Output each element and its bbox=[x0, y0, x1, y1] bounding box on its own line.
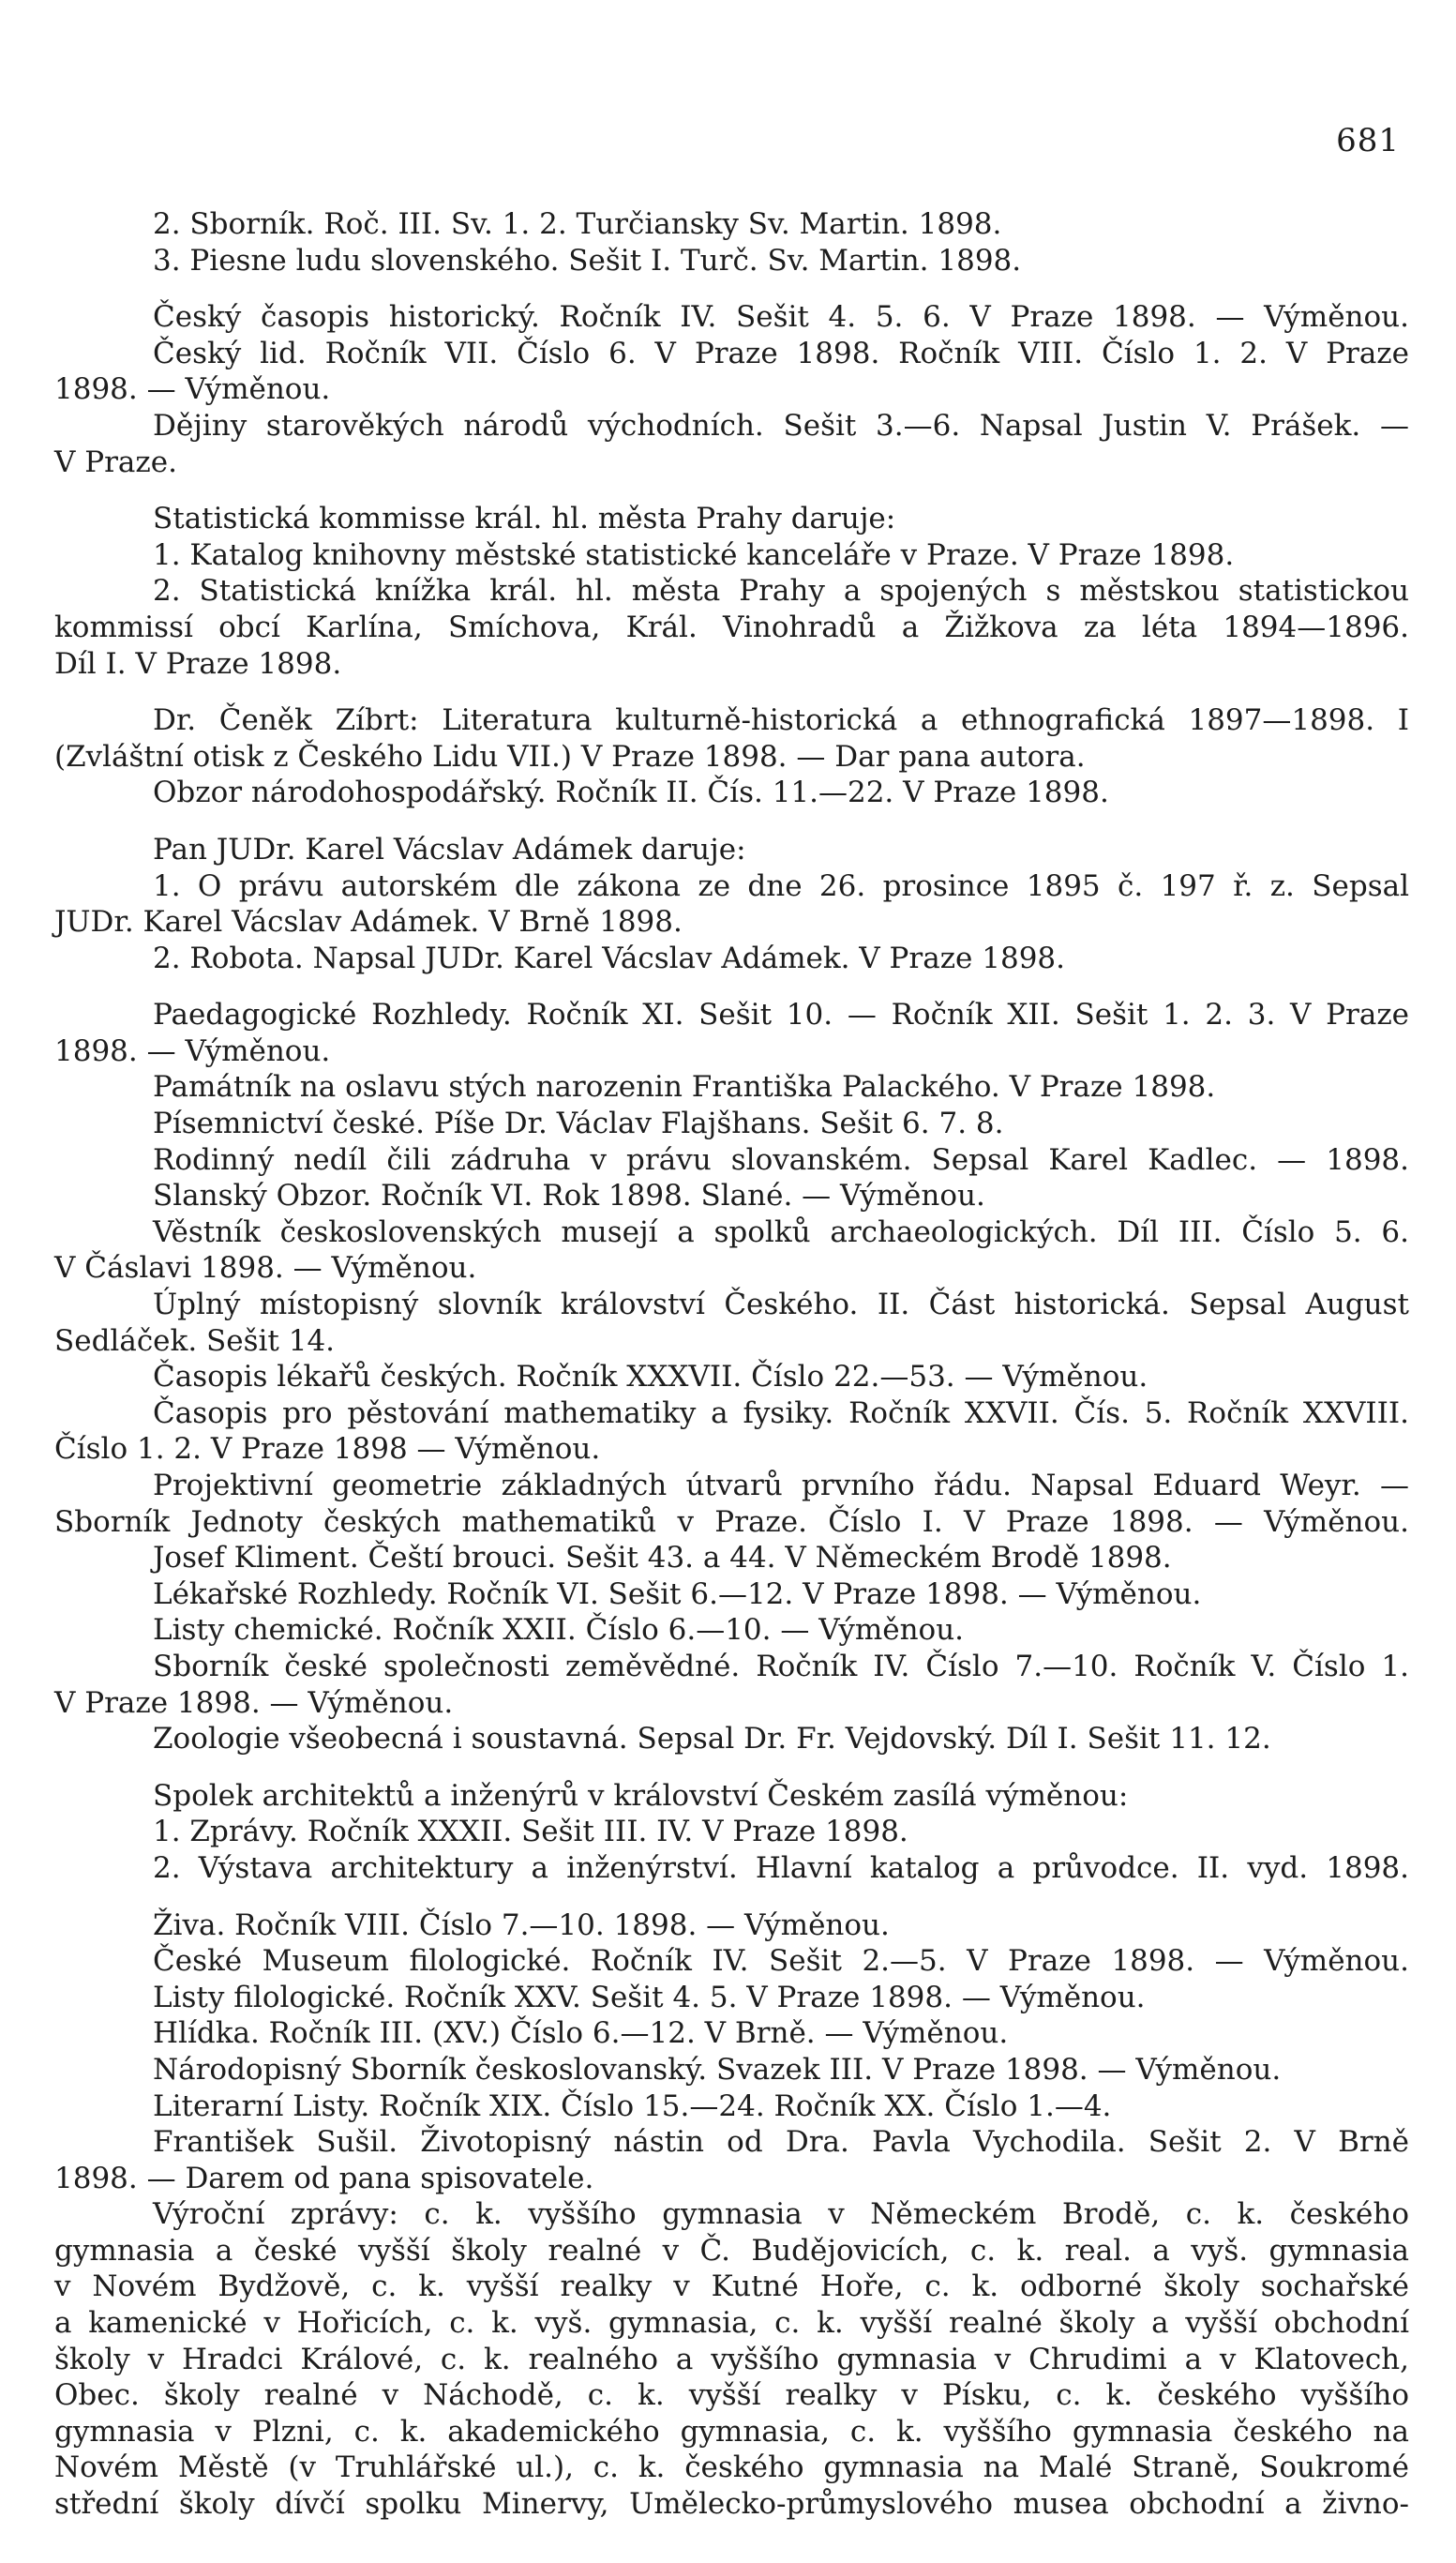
text-line: Slanský Obzor. Ročník VI. Rok 1898. Slané. — Výměnou. bbox=[153, 1179, 985, 1214]
text-line: 2. Statistická knížka král. hl. města Prahy a spojených s městskou statistickou bbox=[153, 574, 1409, 609]
text-line: 1. Katalog knihovny městské statistické kanceláře v Praze. V Praze 1898. bbox=[153, 537, 1235, 572]
text-line: Živa. Ročník VIII. Číslo 7.—10. 1898. — Výměnou. bbox=[153, 1907, 890, 1942]
text-line: kommissí obcí Karlína, Smíchova, Král. Vinohradů a Žižkova za léta 1894—1896. bbox=[54, 610, 1409, 644]
text-line: (Zvláštní otisk z Českého Lidu VII.) V Praze 1898. — Dar pana autora. bbox=[54, 739, 1086, 774]
page-body bbox=[54, 206, 1409, 2523]
text-line: JUDr. Karel Vácslav Adámek. V Brně 1898. bbox=[54, 905, 683, 940]
paragraph-gap bbox=[54, 1757, 1409, 1778]
text-line: Literarní Listy. Ročník XIX. Číslo 15.—24. Ročník XX. Číslo 1.—4. bbox=[153, 2088, 1112, 2123]
text-line: 2. Výstava architektury a inženýrství. Hlavní katalog a průvodce. II. vyd. 1898. bbox=[153, 1850, 1409, 1885]
text-line: 1898. — Darem od pana spisovatele. bbox=[54, 2161, 594, 2195]
text-line: Novém Městě (v Truhlářské ul.), c. k. českého gymnasia na Malé Straně, Soukromé bbox=[54, 2450, 1409, 2485]
text-line: Úplný místopisný slovník království Českého. II. Část historická. Sepsal August bbox=[153, 1288, 1409, 1322]
text-line: Pan JUDr. Karel Vácslav Adámek daruje: bbox=[153, 832, 746, 867]
text-line: V Praze 1898. — Výměnou. bbox=[54, 1685, 454, 1720]
paragraph-gap bbox=[54, 811, 1409, 832]
text-line: Sborník Jednoty českých mathematiků v Praze. Číslo I. V Praze 1898. — Výměnou. bbox=[54, 1504, 1409, 1539]
text-line: Sborník české společnosti zeměvědné. Ročník IV. Číslo 7.—10. Ročník V. Číslo 1. bbox=[153, 1649, 1409, 1683]
text-line: Obec. školy realné v Náchodě, c. k. vyšší realky v Písku, c. k. českého vyššího bbox=[54, 2378, 1409, 2413]
text-line: Číslo 1. 2. V Praze 1898 — Výměnou. bbox=[54, 1432, 601, 1467]
text-line: 1. Zprávy. Ročník XXXII. Sešit III. IV. V Praze 1898. bbox=[153, 1815, 908, 1849]
text-line: gymnasia v Plzni, c. k. akademického gymnasia, c. k. vyššího gymnasia českého na bbox=[54, 2414, 1409, 2449]
text-line: 1898. — Výměnou. bbox=[54, 1033, 331, 1068]
text-line: 1. O právu autorském dle zákona ze dne 26. prosince 1895 č. 197 ř. z. Sepsal bbox=[153, 868, 1409, 903]
text-line: Josef Kliment. Čeští brouci. Sešit 43. a 44. V Německém Brodě 1898. bbox=[153, 1541, 1172, 1575]
text-line: Národopisný Sborník českoslovanský. Svazek III. V Praze 1898. — Výměnou. bbox=[153, 2052, 1282, 2087]
text-line: gymnasia a české vyšší školy realné v Č. Budějovicích, c. k. real. a vyš. gymnasia bbox=[54, 2233, 1409, 2268]
paragraph-gap bbox=[54, 1887, 1409, 1907]
text-line: Zoologie všeobecná i soustavná. Sepsal Dr. Fr. Vejdovský. Díl I. Sešit 11. 12. bbox=[153, 1722, 1271, 1756]
paragraph-gap bbox=[54, 480, 1409, 501]
text-line: Spolek architektů a inženýrů v království Českém zasílá výměnou: bbox=[153, 1778, 1129, 1813]
text-line: Český lid. Ročník VII. Číslo 6. V Praze 1898. Ročník VIII. Číslo 1. 2. V Praze bbox=[153, 336, 1409, 370]
text-line: školy v Hradci Králové, c. k. realného a vyššího gymnasia v Chrudimi a v Klatovech, bbox=[54, 2342, 1409, 2376]
text-line: Listy chemické. Ročník XXII. Číslo 6.—10. — Výměnou. bbox=[153, 1613, 965, 1648]
text-line: Statistická kommisse král. hl. města Prahy daruje: bbox=[153, 502, 896, 536]
text-line: v Novém Bydžově, c. k. vyšší realky v Kutné Hoře, c. k. odborné školy sochařské bbox=[54, 2269, 1409, 2304]
text-line: Dějiny starověkých národů východních. Sešit 3.—6. Napsal Justin V. Prášek. — bbox=[153, 408, 1409, 443]
text-line: Díl I. V Praze 1898. bbox=[54, 646, 342, 681]
text-line: Lékařské Rozhledy. Ročník VI. Sešit 6.—12. V Praze 1898. — Výměnou. bbox=[153, 1576, 1202, 1611]
text-line: V Praze. bbox=[54, 445, 177, 479]
text-line: Památník na oslavu stých narozenin Františka Palackého. V Praze 1898. bbox=[153, 1070, 1216, 1105]
text-line: V Čáslavi 1898. — Výměnou. bbox=[54, 1251, 477, 1286]
text-line: Časopis lékařů českých. Ročník XXXVII. Číslo 22.—53. — Výměnou. bbox=[153, 1360, 1148, 1395]
text-line: Projektivní geometrie základných útvarů prvního řádu. Napsal Eduard Weyr. — bbox=[153, 1469, 1409, 1502]
text-line: Časopis pro pěstování mathematiky a fysiky. Ročník XXVII. Čís. 5. Ročník XXVIII. bbox=[153, 1395, 1409, 1430]
text-line: 2. Sborník. Roč. III. Sv. 1. 2. Turčiansky Sv. Martin. 1898. bbox=[153, 207, 1002, 241]
text-line: Hlídka. Ročník III. (XV.) Číslo 6.—12. V Brně. — Výměnou. bbox=[153, 2016, 1009, 2051]
text-line: 3. Piesne ludu slovenského. Sešit I. Turč. Sv. Martin. 1898. bbox=[153, 243, 1022, 278]
text-line: a kamenické v Hořicích, c. k. vyš. gymnasia, c. k. vyšší realné školy a vyšší obchodní bbox=[54, 2306, 1409, 2341]
text-line: Věstník československých musejí a spolků archaeologických. Díl III. Číslo 5. 6. bbox=[153, 1214, 1409, 1249]
text-line: Listy filologické. Ročník XXV. Sešit 4. 5. V Praze 1898. — Výměnou. bbox=[153, 1980, 1146, 2014]
text-line: 2. Robota. Napsal JUDr. Karel Vácslav Adámek. V Praze 1898. bbox=[153, 941, 1065, 975]
text-line: Výroční zprávy: c. k. vyššího gymnasia v Německém Brodě, c. k. českého bbox=[153, 2197, 1409, 2232]
text-line: František Sušil. Životopisný nástin od Dra. Pavla Vychodila. Sešit 2. V Brně bbox=[153, 2125, 1409, 2160]
text-line: Rodinný nedíl čili zádruha v právu slovanském. Sepsal Karel Kadlec. — 1898. bbox=[153, 1142, 1409, 1177]
paragraph-gap bbox=[54, 976, 1409, 997]
paragraph-gap bbox=[54, 682, 1409, 702]
paragraph-gap bbox=[54, 279, 1409, 299]
text-line: Paedagogické Rozhledy. Ročník XI. Sešit 10. — Ročník XII. Sešit 1. 2. 3. V Praze bbox=[153, 998, 1409, 1033]
text-line: Český časopis historický. Ročník IV. Sešit 4. 5. 6. V Praze 1898. — Výměnou. bbox=[153, 300, 1409, 335]
page-number: 681 bbox=[1336, 122, 1400, 159]
text-line: České Museum filologické. Ročník IV. Sešit 2.—5. V Praze 1898. — Výměnou. bbox=[153, 1944, 1409, 1979]
text-line: střední školy dívčí spolku Minervy, Umělecko-průmyslového musea obchodní a živno- bbox=[54, 2487, 1409, 2522]
text-line: Dr. Čeněk Zíbrt: Literatura kulturně-historická a ethnografická 1897—1898. I bbox=[153, 703, 1409, 738]
text-line: 1898. — Výměnou. bbox=[54, 372, 331, 407]
text-line: Obzor národohospodářský. Ročník II. Čís. 11.—22. V Praze 1898. bbox=[153, 776, 1109, 810]
text-line: Písemnictví české. Píše Dr. Václav Flajšhans. Sešit 6. 7. 8. bbox=[153, 1107, 1004, 1141]
text-line: Sedláček. Sešit 14. bbox=[54, 1323, 336, 1358]
